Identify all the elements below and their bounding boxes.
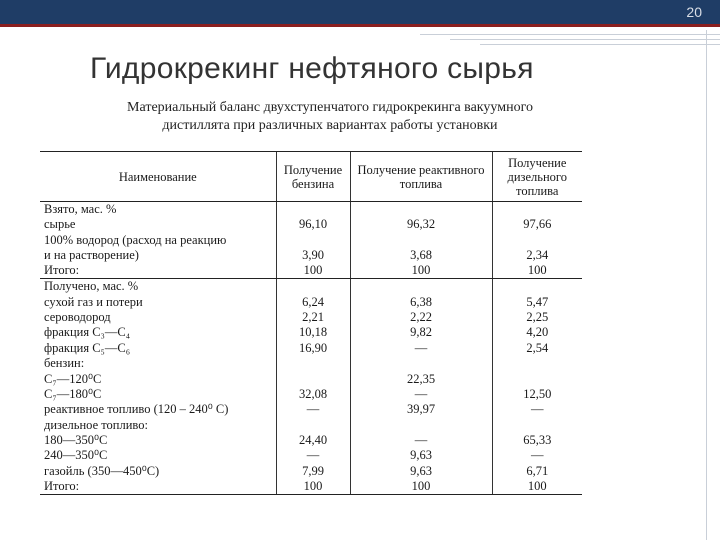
header-gasoline: Получение бензина [276,152,350,202]
table-cell [492,232,582,247]
table-cell: — [276,402,350,417]
table-cell: C₇—120⁰C [44,371,102,386]
table-cell: — [350,340,492,355]
table-cell: и на растворение) [44,248,139,263]
table-row [40,433,582,448]
header-diesel: Получение дизельного топлива [492,152,582,202]
table-row [40,448,582,463]
material-balance-table [40,151,582,495]
table-cell [492,371,582,386]
table-cell: 100 [492,479,582,495]
table-cell: газойль (350—450⁰C) [44,463,160,478]
table-cell: фракция C₃—C₄ [44,325,131,340]
table-row [40,340,582,355]
table-cell: фракция C₅—C₆ [44,340,131,355]
table-cell [350,356,492,371]
table-cell: бензин: [44,356,85,371]
table-cell: сероводород [44,309,111,324]
table-cell: реактивное топливо (120 – 240⁰ C) [44,402,229,417]
table-row [40,479,582,495]
table-cell: Взято, мас. % [44,202,117,216]
table-cell [350,279,492,295]
table-cell: 9,82 [350,325,492,340]
table-cell: 6,38 [350,294,492,309]
table-cell: — [492,448,582,463]
table-cell: 5,47 [492,294,582,309]
table-row [40,217,582,232]
table-row [40,202,582,218]
table-cell: 100 [350,263,492,279]
table-row [40,294,582,309]
table-row [40,417,582,432]
table-cell [276,232,350,247]
table-cell: 2,25 [492,310,582,325]
table-cell [350,232,492,247]
table-cell: 16,90 [276,340,350,355]
table-cell [276,202,350,218]
table-row [40,371,582,386]
table-caption-line-2: дистиллята при различных вариантах работы установки [162,118,498,133]
table-cell: 6,71 [492,463,582,478]
table-cell: 4,20 [492,325,582,340]
table-cell: 22,35 [350,371,492,386]
table-cell [276,371,350,386]
table-cell [350,202,492,218]
table-row [40,356,582,371]
table-cell: 96,10 [276,217,350,232]
table-cell: 3,90 [276,248,350,263]
slide-title: Гидрокрекинг нефтяного сырья [90,52,534,85]
table-cell [492,279,582,295]
table-cell: — [276,448,350,463]
table-cell [276,356,350,371]
scanned-document [36,96,584,526]
table-cell: дизельное топливо: [44,417,148,432]
table-cell [492,417,582,432]
table-cell [350,417,492,432]
table-cell: Итого: [40,479,276,495]
table-cell: 7,99 [276,463,350,478]
table-row [40,263,582,279]
table-cell: — [350,387,492,402]
table-cell: 3,68 [350,248,492,263]
table-cell: сухой газ и потери [44,294,143,309]
table-cell: 2,21 [276,310,350,325]
table-cell: 9,63 [350,448,492,463]
table-cell [492,202,582,218]
table-cell: 240—350⁰C [44,448,108,463]
table-body [40,202,582,495]
slide-number: 20 [686,4,702,20]
table-caption-line-1: Материальный баланс двухступенчатого гидрокрекинга вакуумного [127,100,533,115]
table-row [40,232,582,247]
table-cell: 39,97 [350,402,492,417]
table-row [40,325,582,340]
table-cell: 100 [276,479,350,495]
table-row [40,310,582,325]
table-cell: 96,32 [350,217,492,232]
table-cell: 32,08 [276,387,350,402]
table-cell: сырье [44,217,76,232]
table-cell: 2,22 [350,310,492,325]
table-cell: 2,54 [492,340,582,355]
table-cell: 10,18 [276,325,350,340]
table-cell: 100% водород (расход на реакцию [44,232,227,247]
top-title-bar [0,0,720,24]
table-cell [276,417,350,432]
table-cell: Получено, мас. % [44,279,139,294]
table-cell: 2,34 [492,248,582,263]
table-row [40,248,582,263]
decorative-lines [420,30,720,46]
table-row [40,402,582,417]
table-cell: 24,40 [276,433,350,448]
table-cell: 9,63 [350,463,492,478]
table-row [40,387,582,402]
header-name: Наименование [40,152,276,202]
right-border-line [706,30,707,540]
table-cell: — [350,433,492,448]
table-cell: 97,66 [492,217,582,232]
table-cell: 12,50 [492,387,582,402]
table-cell: 100 [350,479,492,495]
table-cell: 180—350⁰C [44,433,108,448]
table-cell [276,279,350,295]
top-accent-stripe [0,24,720,27]
table-header-row [40,152,582,202]
table-cell: 6,24 [276,294,350,309]
table-row [40,463,582,478]
table-cell: — [492,402,582,417]
table-cell [492,356,582,371]
table-cell: 65,33 [492,433,582,448]
header-jet-fuel: Получение реактивного топлива [350,152,492,202]
table-cell: 100 [492,263,582,279]
table-row [40,279,582,295]
table-cell: C₇—180⁰C [44,386,102,401]
table-cell: Итого: [40,263,276,279]
table-cell: 100 [276,263,350,279]
